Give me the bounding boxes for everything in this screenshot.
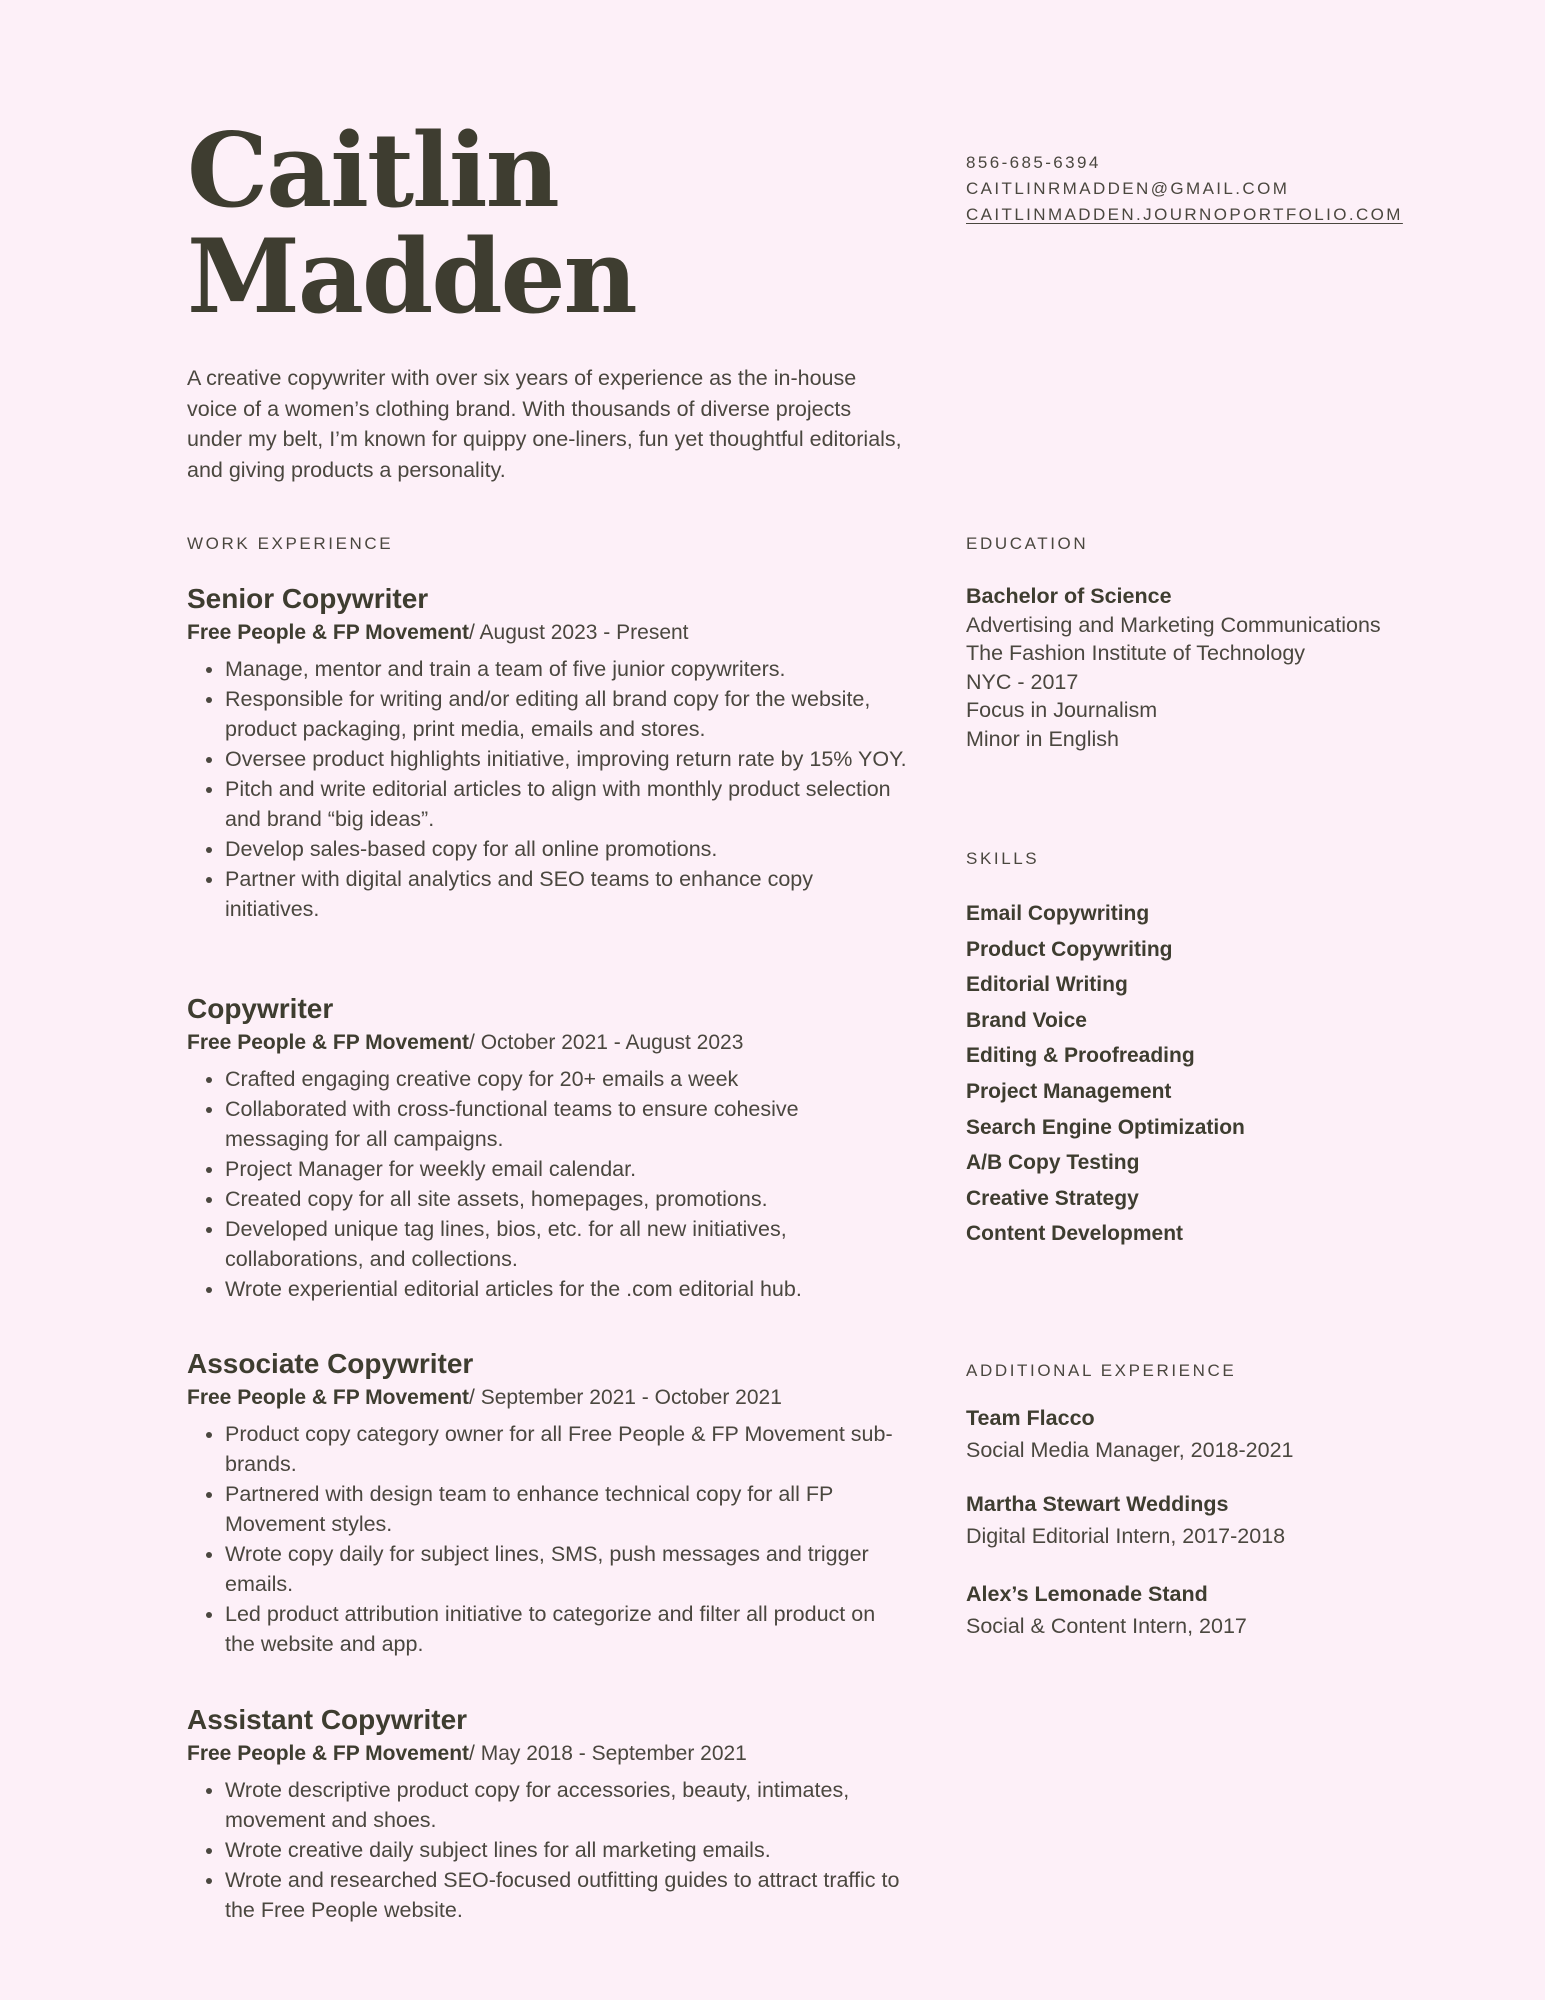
skill-item: Email Copywriting: [966, 902, 1150, 925]
work-experience-heading: WORK EXPERIENCE: [187, 534, 394, 553]
skill-item: A/B Copy Testing: [966, 1151, 1140, 1175]
bullet-item: • Develop sales-based copy for all online promotions.: [225, 834, 907, 864]
education-line: Advertising and Marketing Communications: [966, 612, 1381, 637]
job-title: Copywriter: [187, 993, 334, 1024]
additional-org: Alex’s Lemonade Stand: [966, 1582, 1208, 1606]
additional-entry: [966, 1488, 1466, 1552]
contact-block: [966, 150, 1466, 228]
job-entry: [187, 1347, 907, 1659]
candidate-name: [187, 111, 907, 337]
bullet-item: • Wrote and researched SEO-focused outfitting guides to attract traffic to the Free People website.: [225, 1865, 907, 1925]
job-bullets: [187, 1775, 907, 1925]
bullet-item: • Collaborated with cross-functional teams to ensure cohesive messaging for all campaigns.: [225, 1094, 907, 1154]
education-line: Minor in English: [966, 726, 1119, 751]
last-name: Madden: [187, 217, 636, 337]
skill-item: Creative Strategy: [966, 1186, 1139, 1210]
additional-role: Digital Editorial Intern, 2017-2018: [966, 1524, 1286, 1548]
skill-item: Search Engine Optimization: [966, 1115, 1245, 1139]
job-entry: [187, 582, 907, 924]
skill-item: Project Management: [966, 1079, 1172, 1103]
job-dates: / August 2023 - Present: [469, 621, 689, 644]
bullet-item: • Product copy category owner for all Free People & FP Movement sub-brands.: [225, 1419, 907, 1479]
education-heading: EDUCATION: [966, 534, 1089, 553]
bullet-item: • Developed unique tag lines, bios, etc. for all new initiatives, collaborations, and collections.: [225, 1214, 907, 1274]
additional-entry: [966, 1578, 1466, 1642]
portfolio-link[interactable]: CAITLINMADDEN.JOURNOPORTFOLIO.COM: [966, 205, 1403, 224]
skills-heading: SKILLS: [966, 849, 1040, 868]
job-entry: [187, 1703, 907, 1925]
education-line: The Fashion Institute of Technology: [966, 641, 1306, 665]
job-meta: [187, 1028, 907, 1058]
contact-phone: 856-685-6394: [966, 153, 1101, 172]
bullet-item: • Wrote descriptive product copy for accessories, beauty, intimates, movement and shoes.: [225, 1775, 907, 1835]
additional-role: Social Media Manager, 2018-2021: [966, 1438, 1294, 1462]
bullet-item: • Led product attribution initiative to categorize and filter all product on the website and app.: [225, 1599, 907, 1659]
additional-org: Team Flacco: [966, 1406, 1095, 1430]
job-bullets: [187, 1064, 907, 1304]
bullet-item: • Manage, mentor and train a team of five junior copywriters.: [225, 654, 907, 684]
job-company: Free People & FP Movement: [187, 1031, 470, 1054]
bullet-item: • Wrote copy daily for subject lines, SMS, push messages and trigger emails.: [225, 1539, 907, 1599]
job-title: Associate Copywriter: [187, 1348, 474, 1379]
job-company: Free People & FP Movement: [187, 621, 470, 644]
education-line: NYC - 2017: [966, 669, 1079, 694]
job-company: Free People & FP Movement: [187, 1742, 470, 1765]
skill-item: Editing & Proofreading: [966, 1044, 1195, 1068]
bullet-item: • Crafted engaging creative copy for 20+ emails a week: [225, 1064, 907, 1094]
education-block: [966, 582, 1466, 753]
summary-paragraph: A creative copywriter with over six years of experience as the in-house voice of a women’s clothing brand. With thousands of diverse projects under my belt, I’m known for quippy one-liners, fun yet thoughtful editorials, and giving products a personality.: [187, 366, 902, 482]
job-dates: / September 2021 - October 2021: [469, 1386, 782, 1409]
job-meta: [187, 1739, 907, 1769]
bullet-item: • Partnered with design team to enhance technical copy for all FP Movement styles.: [225, 1479, 907, 1539]
job-entry: [187, 992, 907, 1304]
bullet-item: • Wrote creative daily subject lines for all marketing emails.: [225, 1835, 907, 1865]
additional-experience-heading: ADDITIONAL EXPERIENCE: [966, 1361, 1237, 1380]
additional-entry: [966, 1402, 1466, 1466]
first-name: Caitlin: [187, 111, 558, 231]
job-bullets: [187, 654, 907, 924]
education-line: Focus in Journalism: [966, 698, 1158, 722]
skill-item: Brand Voice: [966, 1008, 1087, 1032]
additional-org: Martha Stewart Weddings: [966, 1492, 1229, 1516]
bullet-item: • Responsible for writing and/or editing all brand copy for the website, product packaging, print media, emails and stores.: [225, 684, 907, 744]
job-dates: / October 2021 - August 2023: [469, 1031, 744, 1054]
skill-item: Content Development: [966, 1222, 1184, 1246]
skills-list: [966, 896, 1466, 1252]
degree-title: Bachelor of Science: [966, 584, 1172, 608]
bullet-item: • Oversee product highlights initiative, improving return rate by 15% YOY.: [225, 744, 907, 774]
job-title: Assistant Copywriter: [187, 1704, 468, 1735]
job-bullets: [187, 1419, 907, 1659]
contact-email: CAITLINRMADDEN@GMAIL.COM: [966, 179, 1290, 198]
job-title: Senior Copywriter: [187, 583, 429, 614]
job-dates: / May 2018 - September 2021: [469, 1742, 747, 1765]
bullet-item: • Project Manager for weekly email calendar.: [225, 1154, 907, 1184]
job-company: Free People & FP Movement: [187, 1386, 470, 1409]
job-meta: [187, 1383, 907, 1413]
skill-item: Editorial Writing: [966, 973, 1128, 997]
additional-role: Social & Content Intern, 2017: [966, 1614, 1247, 1638]
bullet-item: • Created copy for all site assets, homepages, promotions.: [225, 1184, 907, 1214]
bullet-item: • Partner with digital analytics and SEO teams to enhance copy initiatives.: [225, 864, 907, 924]
skill-item: Product Copywriting: [966, 937, 1173, 961]
header-section: [187, 111, 907, 485]
bullet-item: • Pitch and write editorial articles to align with monthly product selection and brand “big ideas”.: [225, 774, 907, 834]
job-meta: [187, 618, 907, 648]
bullet-item: • Wrote experiential editorial articles for the .com editorial hub.: [225, 1274, 907, 1304]
